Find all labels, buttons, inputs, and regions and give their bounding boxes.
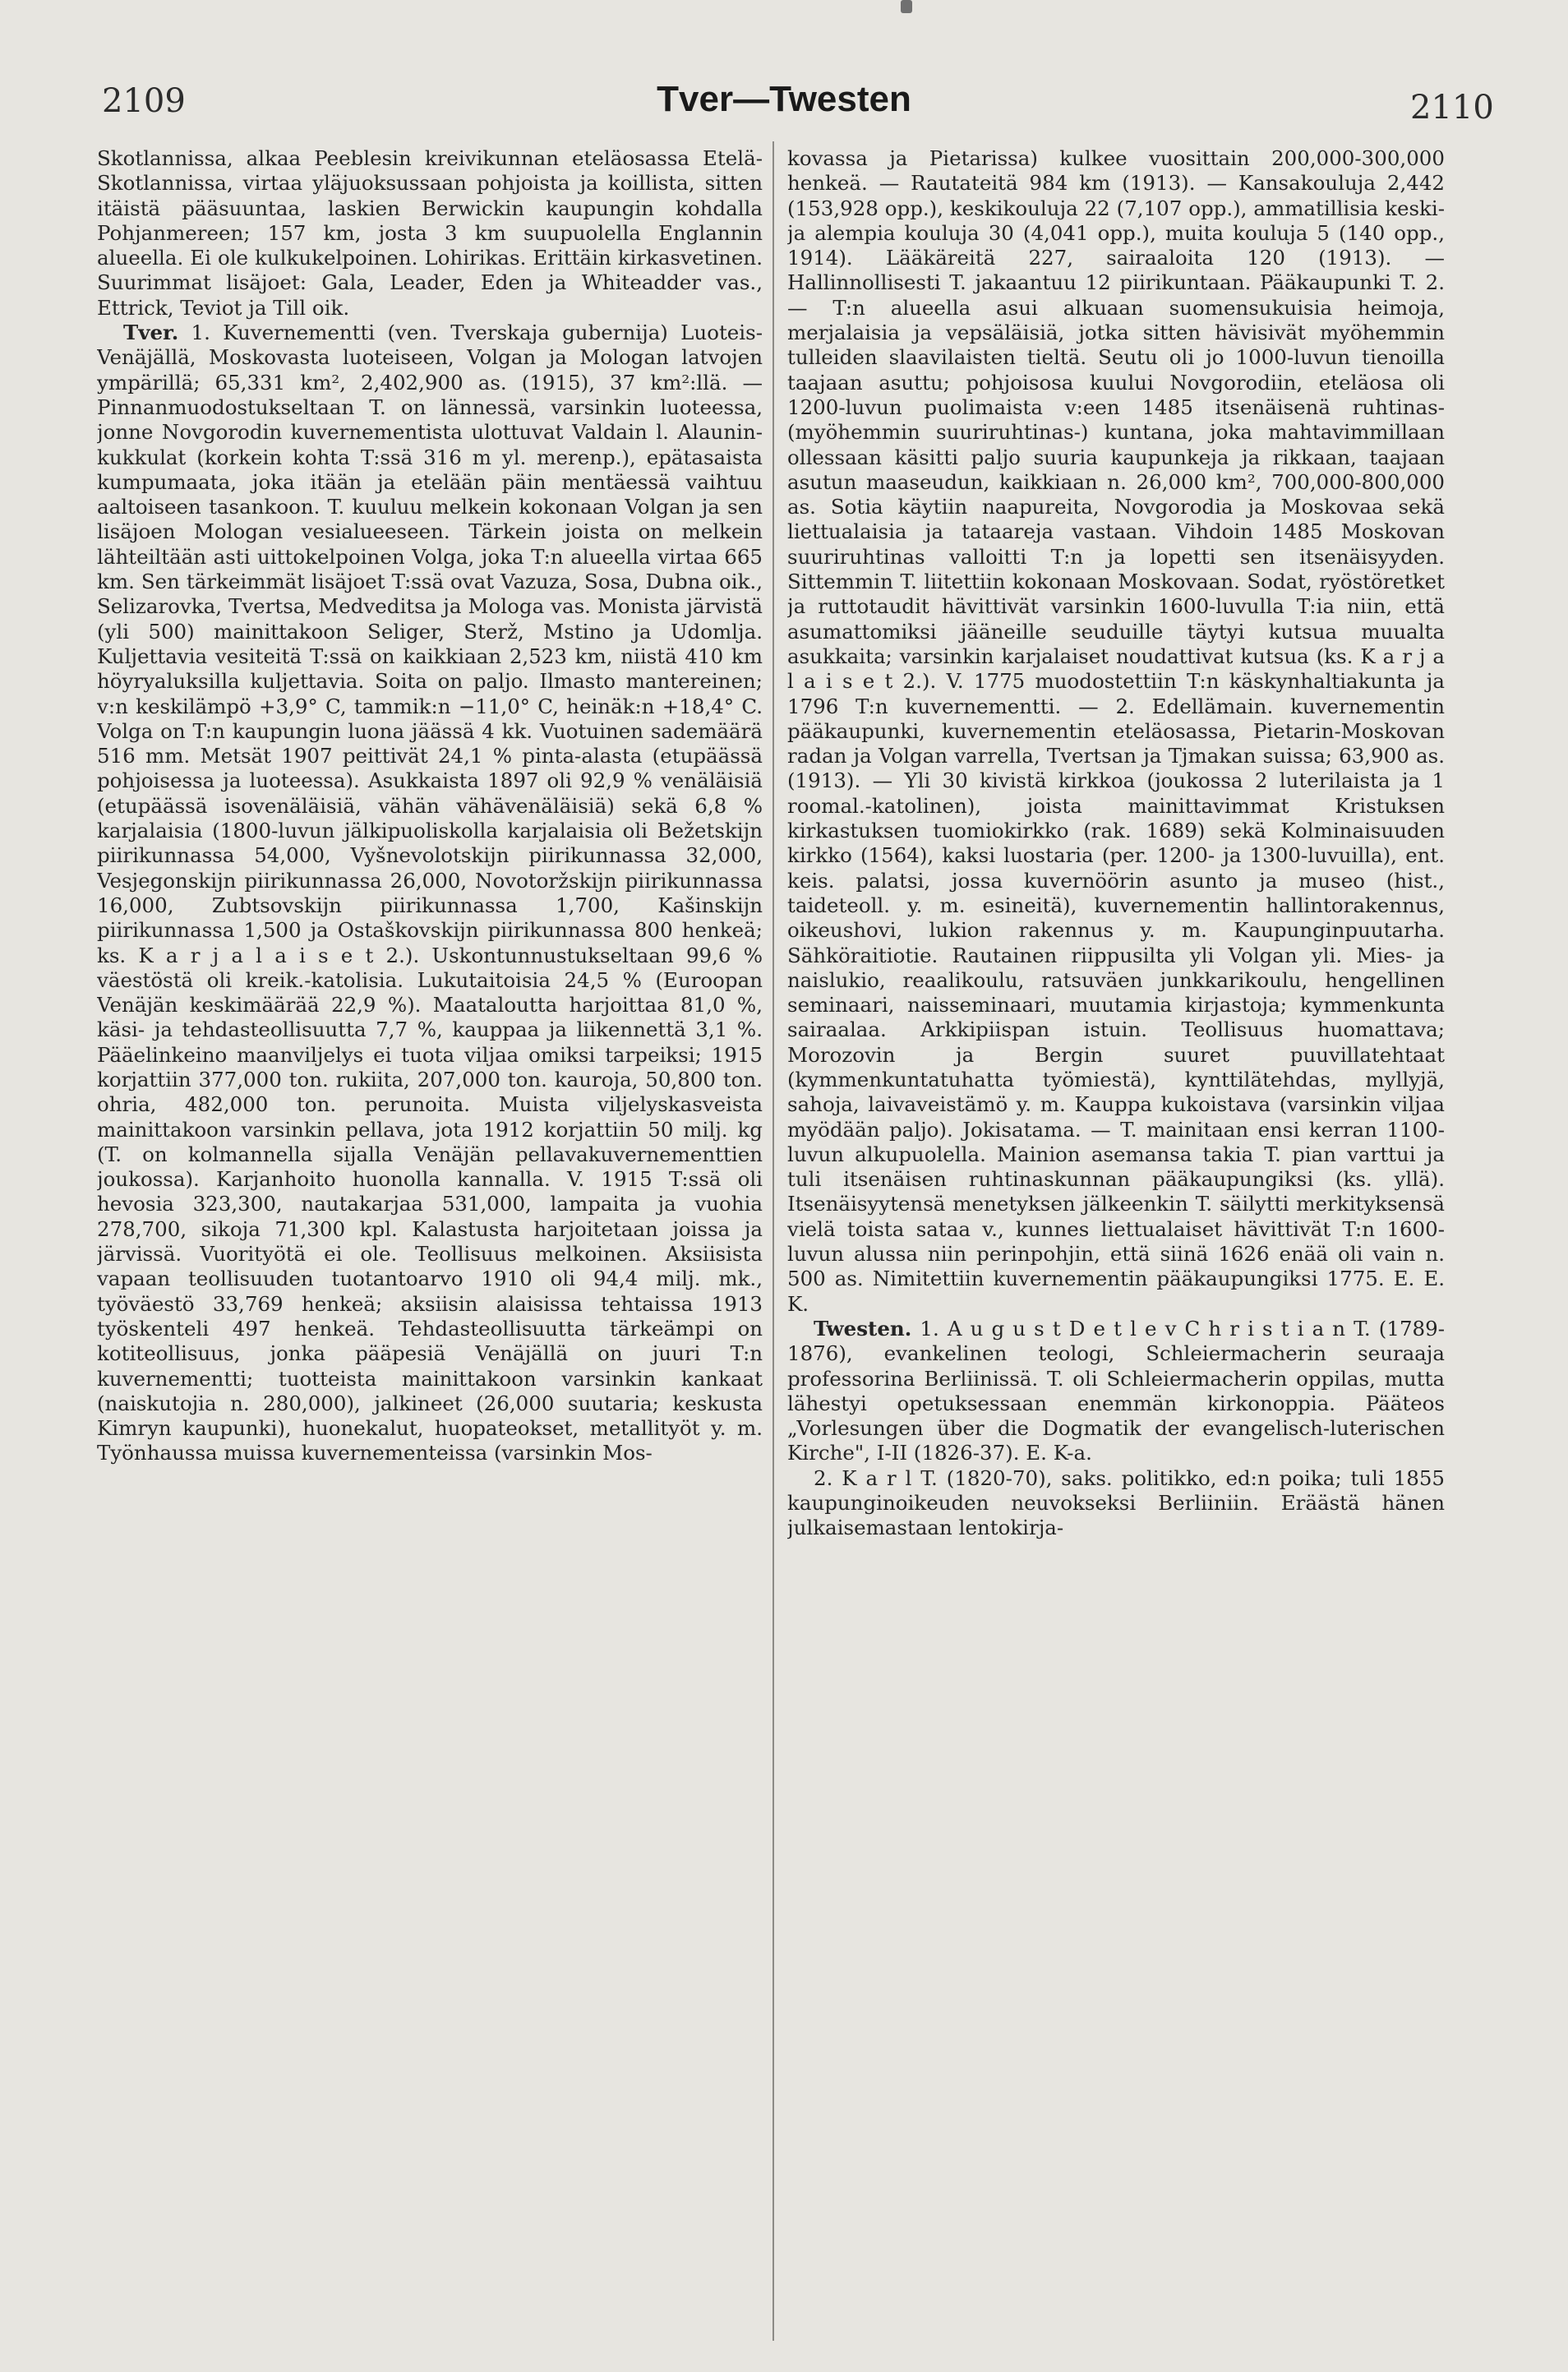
right-page-number: 2110 [1410, 89, 1494, 127]
left-paragraph-1: Skotlannissa, alkaa Peeblesin kreivikunnan eteläosassa Etelä-Skotlannissa, virtaa yläjuoksussaan pohjoista ja koillista, sitten itäistä pääsuuntaa, laskien Berwickin kaupungin kohdalla Pohjanmereen; 157 km, josta 3 km suupuolella Englannin alueella. Ei ole kulkukelpoinen. Lohirikas. Erittäin kirkasvetinen. Suurimmat lisäjoet: Gala, Leader, Eden ja Whiteadder vas., Ettrick, Teviot ja Till oik. [97, 146, 763, 320]
running-title: Tver—Twesten [657, 79, 911, 119]
page-header [0, 0, 1568, 127]
left-paragraph-2 [97, 321, 763, 1466]
entry-text-tver: 1. Kuvernementti (ven. Tverskaja gubernija) Luoteis-Venäjällä, Moskovasta luoteiseen, Volgan ja Mologan latvojen ympärillä; 65,331 km², 2,402,900 as. (1915), 37 km²:llä. — Pinnanmuodostukseltaan T. on lännessä, varsinkin luoteessa, jonne Novgorodin kuvernementista ulottuvat Valdain l. Alaunin-kukkulat (korkein kohta T:ssä 316 m yl. merenp.), epätasaista kumpumaata, joka itään ja etelään päin mentäessä vaihtuu aaltoiseen tasankoon. T. kuuluu melkein kokonaan Volgan ja sen lisäjoen Mologan vesialueeseen. Tärkein joista on melkein lähteiltään asti uittokelpoinen Volga, joka T:n alueella virtaa 665 km. Sen tärkeimmät lisäjoet T:ssä ovat Vazuza, Sosa, Dubna oik., Selizarovka, Tvertsa, Medveditsa ja Mologa vas. Monista järvistä (yli 500) mainittakoon Seliger, Sterž, Mstino ja Udomlja. Kuljettavia vesiteitä T:ssä on kaikkiaan 2,523 km, niistä 410 km höyryaluksilla kuljettavia. Soita on paljo. Ilmasto mantereinen; v:n keskilämpö +3,9° C, tammik:n −11,0° C, heinäk:n +18,4° C. Volga on T:n kaupungin luona jäässä 4 kk. Vuotuinen sademäärä 516 mm. Metsät 1907 peittivät 24,1 % pinta-alasta (etupäässä pohjoisessa ja luoteessa). Asukkaista 1897 oli 92,9 % venäläisiä (etupäässä isovenäläisiä, vähän vähävenäläisiä) sekä 6,8 % karjalaisia (1800-luvun jälkipuoliskolla karjalaisia oli Bežetskijn piirikunnassa 54,000, Vyšnevolotskijn piirikunnassa 32,000, Vesjegonskijn piirikunnassa 26,000, Novotoržskijn piirikunnassa 16,000, Zubtsovskijn piirikunnassa 1,700, Kašinskijn piirikunnassa 1,500 ja Ostaškovskijn piirikunnassa 800 henkeä; ks. K a r j a l a i s e t 2.). Uskontunnustukseltaan 99,6 % väestöstä oli kreik.-katolisia. Lukutaitoisia 24,5 % (Euroopan Venäjän keskimäärää 22,9 %). Maataloutta harjoittaa 81,0 %, käsi- ja tehdasteollisuutta 7,7 %, kauppaa ja liikennettä 3,1 %. Pääelinkeino maanviljelys ei tuota viljaa omiksi tarpeiksi; 1915 korjattiin 377,000 ton. rukiita, 207,000 ton. kauroja, 50,800 ton. ohria, 482,000 ton. perunoita. Muista viljelyskasveista mainittakoon varsinkin pellava, jota 1912 korjattiin 50 milj. kg (T. on kolmannella sijalla Venäjän pellavakuvernementtien joukossa). Karjanhoito huonolla kannalla. V. 1915 T:ssä oli hevosia 323,300, nautakarjaa 531,000, lampaita ja vuohia 278,700, sikoja 71,300 kpl. Kalastusta harjoitetaan joissa ja järvissä. Vuorityötä ei ole. Teollisuus melkoinen. Aksiisista vapaan teollisuuden tuotantoarvo 1910 oli 94,4 milj. mk., työväestö 33,769 henkeä; aksiisin alaisissa tehtaissa 1913 työskenteli 497 henkeä. Tehdasteollisuutta tärkeämpi on kotiteollisuus, jonka pääpesiä Venäjällä on juuri T:n kuvernementti; tuotteista mainittakoon varsinkin kankaat (naiskutojia n. 280,000), jalkineet (26,000 suutaria; keskusta Kimryn kaupunki), huonekalut, huopateokset, metallityöt y. m. Työnhaussa muissa kuvernementeissa (varsinkin Mos- [97, 321, 763, 1465]
left-page-number: 2109 [102, 82, 186, 120]
entry-headword-twesten: Twesten. [814, 1316, 912, 1341]
right-paragraph-3: 2. K a r l T. (1820-70), saks. politikko, ed:n poika; tuli 1855 kaupunginoikeuden neuvokseksi Berliiniin. Eräästä hänen julkaisemastaan lentokirja- [787, 1465, 1445, 1540]
right-column [787, 146, 1445, 2341]
left-column [97, 146, 763, 2341]
right-paragraph-2 [787, 1317, 1445, 1466]
scan-mark [901, 0, 912, 13]
entry-text-twesten: 1. A u g u s t D e t l e v C h r i s t i a n T. (1789-1876), evankelinen teologi, Schleiermacherin seuraaja professorina Berliinissä. T. oli Schleiermacherin oppilas, mutta lähestyi opetuksessaan enemmän kirkonoppia. Pääteos „Vorlesungen über die Dogmatik der evangelisch-luterischen Kirche", I-II (1826-37). E. K-a. [787, 1316, 1445, 1465]
right-paragraph-1: kovassa ja Pietarissa) kulkee vuosittain 200,000-300,000 henkeä. — Rautateitä 984 km (1913). — Kansakouluja 2,442 (153,928 opp.), keskikouluja 22 (7,107 opp.), ammatillisia keski- ja alempia kouluja 30 (4,041 opp.), muita kouluja 5 (140 opp., 1914). Lääkäreitä 227, sairaaloita 120 (1913). — Hallinnollisesti T. jakaantuu 12 piirikuntaan. Pääkaupunki T. 2. — T:n alueella asui alkuaan suomensukuisia heimoja, merjalaisia ja vepsäläisiä, jotka sitten hävisivät myöhemmin tulleiden slaavilaisten tieltä. Seutu oli jo 1000-luvun tienoilla taajaan asuttu; pohjoisosa kuului Novgorodiin, eteläosa oli 1200-luvun puolimaista v:een 1485 itsenäisenä ruhtinas- (myöhemmin suuriruhtinas-) kuntana, joka mahtavimmillaan ollessaan käsitti paljo suuria kaupunkeja ja rikkaan, taajaan asutun maaseudun, kaikkiaan n. 26,000 km², 700,000-800,000 as. Sotia käytiin naapureita, Novgorodia ja Moskovaa sekä liettualaisia ja tataareja vastaan. Vihdoin 1485 Moskovan suuriruhtinas valloitti T:n ja lopetti sen itsenäisyyden. Sittemmin T. liitettiin kokonaan Moskovaan. Sodat, ryöstöretket ja ruttotaudit hävittivät varsinkin 1600-luvulla T:ia niin, että asumattomiksi jääneille seuduille täytyi kutsua muualta asukkaita; varsinkin karjalaiset noudattivat kutsua (ks. K a r j a l a i s e t 2.). V. 1775 muodostettiin T:n käskynhaltiakunta ja 1796 T:n kuvernementti. — 2. Edellämain. kuvernementin pääkaupunki, kuvernementin eteläosassa, Pietarin-Moskovan radan ja Volgan varrella, Tvertsan ja Tjmakan suissa; 63,900 as. (1913). — Yli 30 kivistä kirkkoa (joukossa 2 luterilaista ja 1 roomal.-katolinen), joista mainittavimmat Kristuksen kirkastuksen tuomiokirkko (rak. 1689) sekä Kolminaisuuden kirkko (1564), kaksi luostaria (per. 1200- ja 1300-luvuilla), ent. keis. palatsi, jossa kuvernöörin asunto ja museo (hist., taideteoll. y. m. esineitä), kuvernementin hallintorakennus, oikeushovi, lukion rakennus y. m. Kaupunginpuutarha. Sähköraitiotie. Rautainen riippusilta yli Volgan yli. Mies- ja naislukio, reaalikoulu, ratsuväen junkkarikoulu, hengellinen seminaari, naisseminaari, muutamia kirjastoja; kymmenkunta sairaalaa. Arkkipiispan istuin. Teollisuus huomattava; Morozovin ja Bergin suuret puuvillatehtaat (kymmenkuntatuhatta työmiestä), kynttilätehdas, myllyjä, sahoja, laivaveistämö y. m. Kauppa kukoistava (varsinkin viljaa myödään paljo). Jokisatama. — T. mainitaan ensi kerran 1100-luvun alkupuolella. Mainion asemansa takia T. pian varttui ja tuli itsenäisen ruhtinaskunnan pääkaupungiksi (ks. yllä). Itsenäisyytensä menetyksen jälkeenkin T. säilytti merkityksensä vielä toista sataa v., kunnes liettualaiset hävittivät T:n 1600-luvun alussa niin perinpohjin, että siinä 1626 enää oli vain n. 500 as. Nimitettiin kuvernementin pääkaupungiksi 1775. E. E. K. [787, 146, 1445, 1316]
column-divider [772, 141, 774, 2341]
entry-headword-tver: Tver. [123, 321, 179, 345]
